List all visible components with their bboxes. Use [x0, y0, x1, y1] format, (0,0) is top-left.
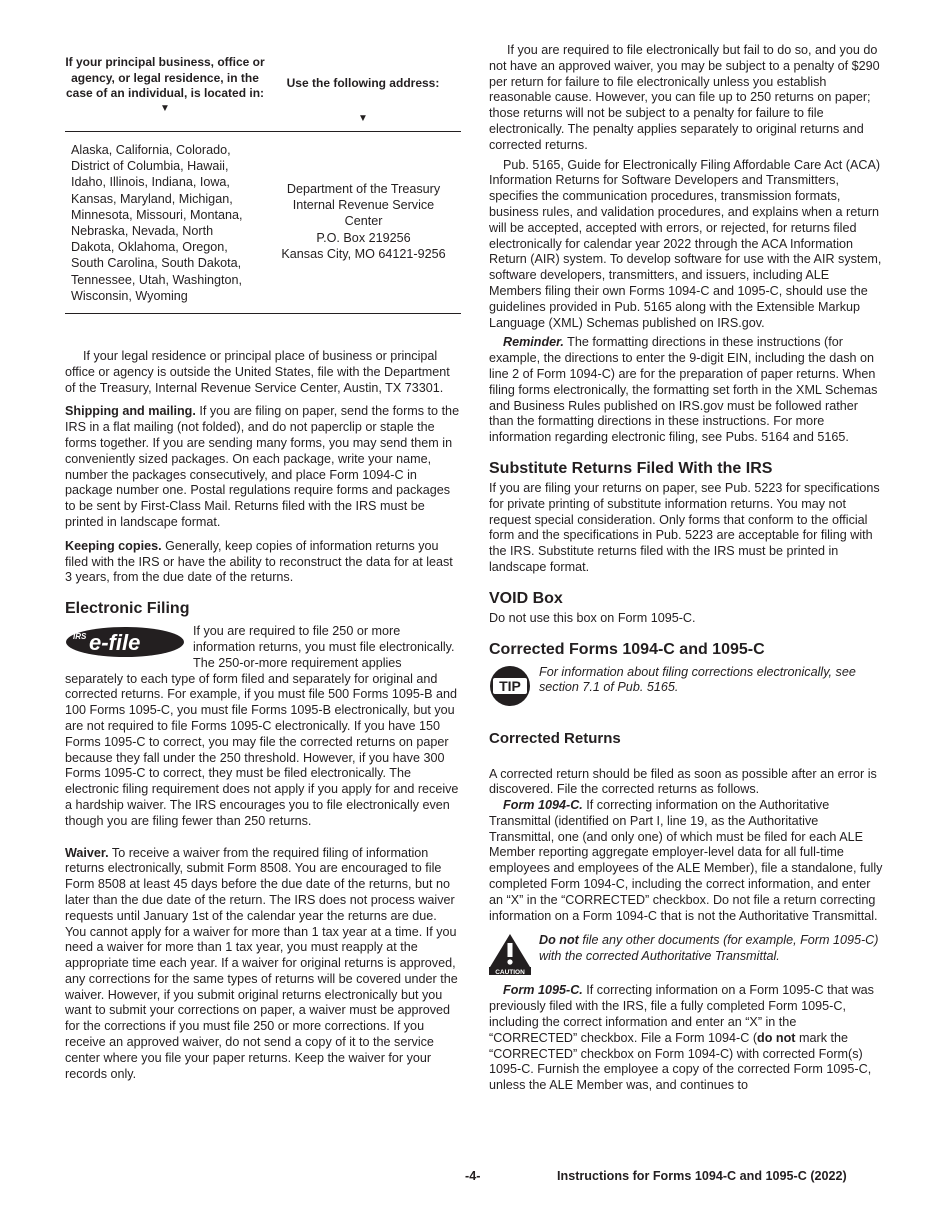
- address-column-header: Use the following address: ▼: [265, 45, 461, 126]
- penalty-paragraph: If you are required to file electronically but fail to do so, and you do not have an approved waiver, you may be subject to a penalty of $290 per return for failure to file electronically unless you establish reasonable cause. However, you can file up to 250 returns on paper; those returns will not be subject to a penalty for failure to file electronically. The penalty applies separately to original returns and corrected returns.: [489, 43, 880, 152]
- void-paragraph: Do not use this box on Form 1095-C.: [489, 610, 696, 625]
- right-column: [489, 43, 885, 1094]
- waiver-lead: Waiver.: [65, 845, 109, 860]
- form-1095c-lead: Form 1095-C.: [503, 983, 583, 998]
- shipping-lead: Shipping and mailing.: [65, 404, 196, 419]
- keeping-paragraph: Keeping copies. Generally, keep copies of information returns you filed with the IRS or have the ability to reconstruct the data for at least 3 years, from the due date of the returns.: [65, 538, 453, 585]
- address-table-header: [65, 40, 461, 131]
- left-column: [65, 349, 461, 1082]
- shipping-paragraph: Shipping and mailing. If you are filing on paper, send the forms to the IRS in a flat mailing (not folded), and do not paperclip or staple the forms together. If you are sending many forms, you may send them in conveniently sized packages. On each package, write your name, number the packages consecutively, and place Form 1094-C in package number one. Postal regulations require forms and packages to be sent by First-Class Mail. Returns filed with the IRS must be printed in landscape format.: [65, 404, 460, 529]
- electronic-filing-heading: Electronic Filing: [65, 600, 190, 618]
- caution-text: Do not file any other documents (for example, Form 1095-C) with the corrected Authoritative Transmittal.: [539, 933, 879, 964]
- caution-note: [489, 933, 885, 975]
- states-list: Alaska, California, Colorado, District of Columbia, Hawaii, Idaho, Illinois, Indiana, Iowa, Kansas, Maryland, Michigan, Minnesota, Missouri, Montana, Nebraska, Nevada, North Dakota, Oklahoma, Oregon, South Carolina, South Dakota, Tennessee, Utah, Washington, Wisconsin, Wyoming: [71, 143, 243, 303]
- down-arrow-icon: ▼: [160, 102, 170, 114]
- irs-efile-logo-icon: [65, 626, 185, 658]
- corrected-forms-heading: Corrected Forms 1094-C and 1095-C: [489, 640, 765, 658]
- document-title-footer: Instructions for Forms 1094-C and 1095-C (2022): [557, 1169, 847, 1183]
- corrected-intro-paragraph: A corrected return should be filed as soon as possible after an error is discovered. File the corrected returns as follows.: [489, 766, 877, 797]
- tip-note: [489, 665, 885, 707]
- location-column-header: If your principal business, office or agency, or legal residence, in the case of an individual, is located in: ▼: [65, 55, 265, 114]
- form-1094c-lead: Form 1094-C.: [503, 798, 583, 813]
- table-rule: [65, 313, 461, 314]
- table-rule: [65, 131, 461, 132]
- down-arrow-icon: ▼: [358, 113, 368, 125]
- void-box-heading: VOID Box: [489, 589, 563, 607]
- substitute-returns-heading: Substitute Returns Filed With the IRS: [489, 459, 773, 477]
- pub5165-paragraph: Pub. 5165, Guide for Electronically Filing Affordable Care Act (ACA) Information Returns for Software Developers and Transmitters, specifies the communication procedures, transmission formats, business rules, and validation procedures, and explains when a return will be accepted, accepted with errors, or rejected, for returns filed electronically for calendar year 2022 through the ACA Information Return (AIR) system. To develop software for use with the AIR system, software developers, transmitters, and issuers, including ALE Members filing their own Forms 1094-C and 1095-C, should use the guidelines provided in Pub. 5165 along with the Extensible Markup Language (XML) Schemas published on IRS.gov.: [489, 157, 882, 330]
- caution-icon: [489, 933, 531, 975]
- tip-text: For information about filing corrections electronically, see section 7.1 of Pub. 5165.: [539, 664, 856, 695]
- substitute-paragraph: If you are filing your returns on paper, see Pub. 5223 for specifications for private printing of substitute information returns. You may not request special consideration. Only forms that conform to the official form and the specifications in Pub. 5223 are acceptable for filing with the IRS. Substitute returns filed with the IRS must be printed in landscape format.: [489, 480, 880, 574]
- page-number: -4-: [465, 1169, 481, 1183]
- tip-icon: [489, 665, 531, 707]
- mailing-address: Department of the Treasury Internal Revenue Service Center P.O. Box 219256 Kansas City, MO 64121-9256: [281, 182, 446, 261]
- form-1095c-paragraph: Form 1095-C. If correcting information on a Form 1095-C that was previously filed with the IRS, file a fully completed Form 1095-C, including the correct information and enter an “X” in the “CORRECTED” checkbox. File a Form 1094-C (do not mark the “CORRECTED” checkbox on Form 1094-C) with corrected Form(s) 1095-C. Furnish the employee a copy of the corrected Form 1095-C, unless the ALE Member was, and continues to: [489, 983, 874, 1093]
- efile-paragraph: IRS e-file If you are required to file 250 or more information returns, you must file electronically. The 250-or-more requirement applies separately to each type of form filed and separately for original and corrected returns. For example, if you must file 500 Forms 1095-B and 100 Forms 1095-C, you must file Forms 1095-B electronically, but you are not required to file Forms 1095-C electronically. If you have 150 Forms 1095-C to correct, you may file the corrected returns on paper because they fall under the 250 threshold. However, if you have 300 Forms 1095-C to correct, they must be filed electronically. The electronic filing requirement does not apply if you apply for and receive a hardship waiver. The IRS encourages you to file electronically even though you are filing fewer than 250 returns.: [65, 624, 459, 828]
- keeping-lead: Keeping copies.: [65, 538, 162, 553]
- address-table-row: [71, 142, 461, 304]
- svg-text:e-file: e-file: [89, 630, 141, 656]
- reminder-lead: Reminder.: [503, 335, 564, 350]
- svg-text:IRS: IRS: [73, 632, 87, 642]
- reminder-paragraph: Reminder. The formatting directions in these instructions (for example, the directions to enter the 9-digit EIN, including the dash on line 2 of Form 1094-C) are for the preparation of paper returns. When filing forms electronically, the formatting set forth in the XML Schemas and Business Rules published on IRS.gov must be followed rather than the formatting directions in these instructions. For more information regarding electronic filing, see Pubs. 5164 and 5165.: [489, 335, 878, 445]
- waiver-paragraph: Waiver. To receive a waiver from the required filing of information returns electronically, submit Form 8508. You are encouraged to file Form 8508 at least 45 days before the due date of the returns, but no later than the due date of the return. The IRS does not process waiver requests until January 1st of the calendar year the returns are due. You cannot apply for a waiver for more than 1 tax year at a time. If you need a waiver for more than 1 tax year, you must reapply at the appropriate time each year. If a waiver for original returns is approved, any corrections for the same types of returns will be covered under the waiver. However, if you submit original returns electronically but you want to submit your corrections on paper, a waiver must be approved for the corrections if you must file 250 or more corrections. If you receive an approved waiver, do not send a copy of it to the service center where you file your paper returns. Keep the waiver for your records only.: [65, 845, 458, 1081]
- svg-text:TIP: TIP: [499, 677, 521, 694]
- svg-text:CAUTION: CAUTION: [495, 969, 525, 976]
- form-1094c-paragraph: Form 1094-C. If correcting information on the Authoritative Transmittal (identified on Part I, line 19, as the Authoritative Transmittal, one (and only one) of which must be filed for each ALE Member reporting aggregate employer-level data for all full-time employees and employees of the ALE Member), file a standalone, fully completed Form 1094-C, including the correct information, and enter an “X” in the “CORRECTED” checkbox. Do not file a return correcting information on a Form 1094-C that is not the Authoritative Transmittal.: [489, 798, 883, 923]
- corrected-returns-heading: Corrected Returns: [489, 729, 621, 747]
- outside-us-paragraph: If your legal residence or principal place of business or principal office or agency is outside the United States, file with the Department of the Treasury, Internal Revenue Service Center, Austin, TX 73301.: [65, 349, 450, 395]
- address-table: [65, 40, 461, 303]
